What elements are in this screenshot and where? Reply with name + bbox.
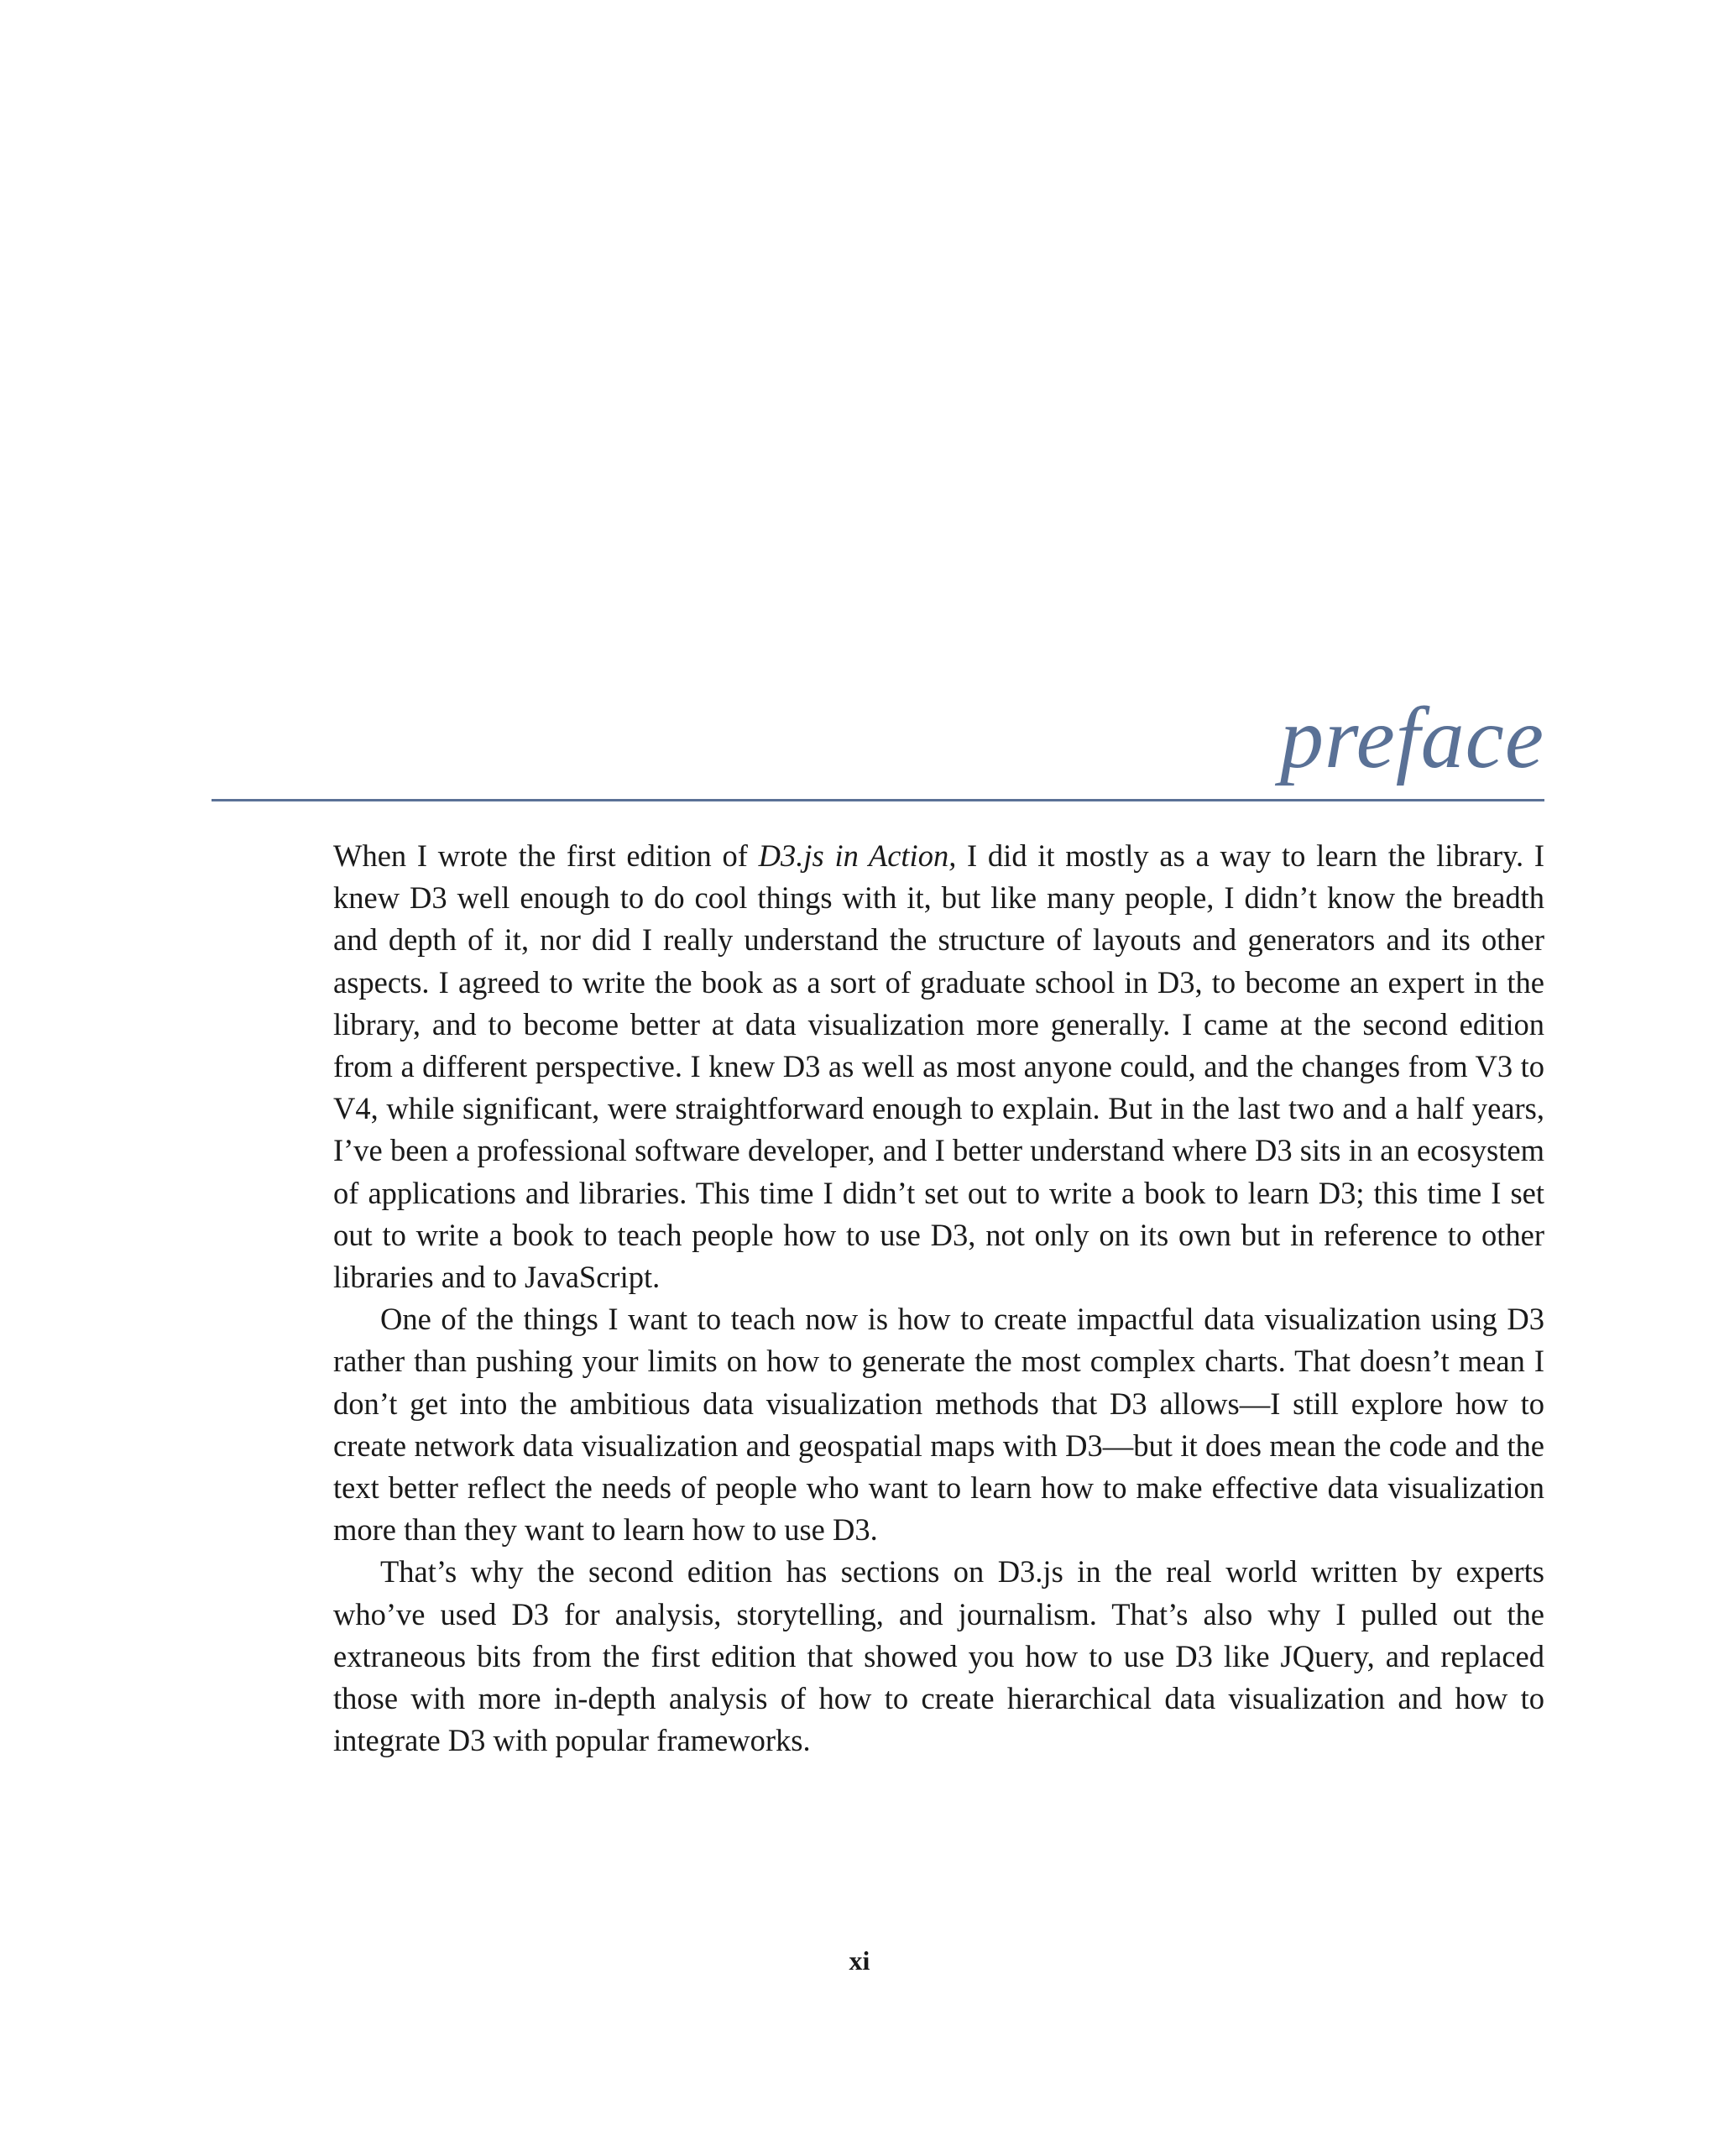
paragraph-1	[333, 835, 1544, 1298]
heading-rule	[212, 799, 1544, 801]
page-number: xi	[849, 1945, 870, 1976]
paragraph-2-text: One of the things I want to teach now is how to create impactful data visualization using D3 rather than pushing your limits on how to generate the most complex charts. That doesn’t mean I don’t get into the ambitious data visualization methods that D3 allows—I still explore how to create network data visualization and geospatial maps with D3—but it does mean the code and the text better reflect the needs of people who want to learn how to make effective data visualization more than they want to learn how to use D3.	[333, 1302, 1544, 1548]
paragraph-1-part-3: I did it mostly as a way to learn the library. I knew D3 well enough to do cool things with it, but like many people, I didn’t know the breadth and depth of it, nor did I really understand the structure of layouts and generators and its other aspects. I agreed to write the book as a sort of graduate school in D3, to become an expert in the library, and to become better at data visualization more generally. I came at the second edition from a different perspective. I knew D3 as well as most anyone could, and the changes from V3 to V4, while significant, were straightforward enough to explain. But in the last two and a half years, I’ve been a professional software developer, and I better understand where D3 sits in an ecosystem of applications and libraries. This time I didn’t set out to write a book to learn D3; this time I set out to write a book to teach people how to use D3, not only on its own but in reference to other libraries and to JavaScript.	[333, 838, 1545, 1295]
body-text	[333, 835, 1544, 1762]
chapter-heading: preface	[1280, 690, 1544, 786]
book-title-italic: D3.js in Action,	[758, 838, 957, 873]
paragraph-3	[333, 1551, 1544, 1762]
paragraph-2	[333, 1298, 1544, 1551]
paragraph-3-text: That’s why the second edition has sections on D3.js in the real world written by experts who’ve used D3 for analysis, storytelling, and journalism. That’s also why I pulled out the extraneous bits from the first edition that showed you how to use D3 like JQuery, and replaced those with more in-depth analysis of how to create hierarchical data visualization and how to integrate D3 with popular frameworks.	[333, 1554, 1544, 1758]
paragraph-1-part-1: When I wrote the first edition of	[333, 838, 759, 873]
